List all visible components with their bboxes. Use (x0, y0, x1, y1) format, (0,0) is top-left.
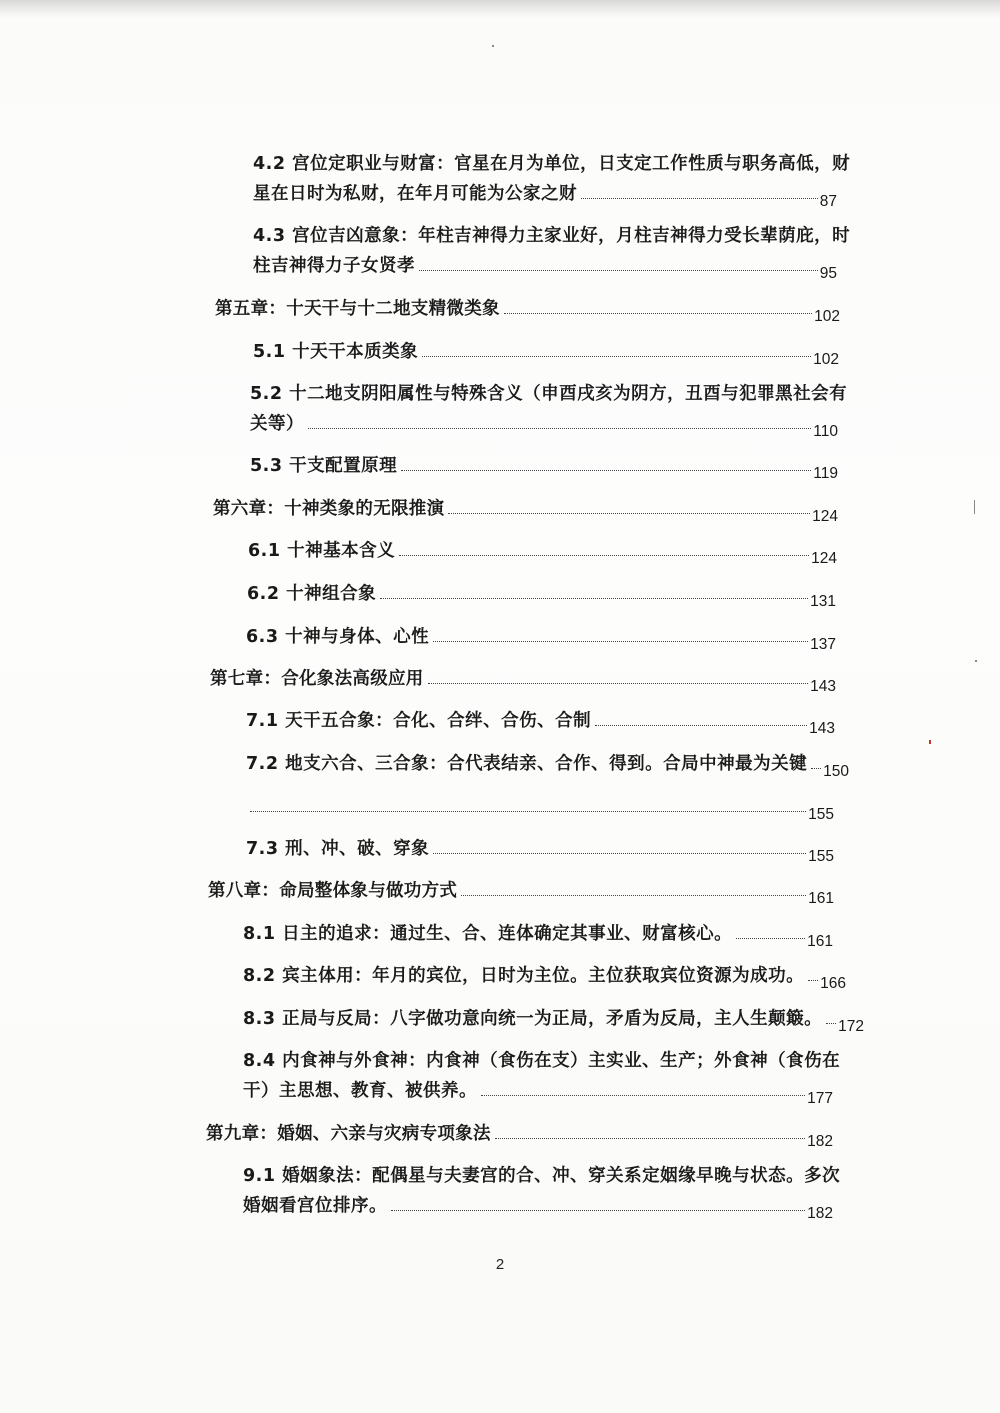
dot-leader (736, 938, 805, 939)
toc-entry-title: 8.3 正局与反局：八字做功意向统一为正局，矛盾为反局，主人生颠簸。 (243, 1008, 823, 1029)
toc-page-number: 143 (810, 677, 836, 695)
toc-page-number: 161 (808, 889, 834, 907)
dot-leader (422, 356, 811, 357)
dot-leader (495, 1138, 805, 1139)
dot-leader (481, 1095, 805, 1096)
toc-page-number: 124 (812, 507, 838, 525)
toc-section-entry[interactable] (250, 445, 838, 482)
toc-section-entry[interactable] (253, 215, 851, 282)
toc-section-entry[interactable] (250, 373, 848, 440)
toc-section-entry[interactable] (246, 828, 834, 865)
toc-chapter-entry[interactable] (210, 658, 836, 695)
toc-entry-title: 8.4 内食神与外食神：内食神（食伤在支）主实业、生产；外食神（食伤在 (243, 1050, 841, 1071)
toc-entry-line (253, 215, 851, 246)
toc-entry-title: 第九章：婚姻、六亲与灾病专项象法 (206, 1123, 491, 1144)
toc-chapter-entry[interactable] (206, 1113, 833, 1150)
toc-page-number: 87 (819, 192, 837, 210)
toc-entry-title: 第五章：十天干与十二地支精微类象 (215, 298, 500, 319)
toc-page-number: 102 (814, 307, 840, 325)
toc-entry-line (246, 700, 835, 737)
toc-page-number: 182 (807, 1132, 833, 1150)
dot-leader (250, 811, 806, 812)
toc-page-number: 150 (823, 762, 849, 780)
toc-section-entry[interactable] (243, 1155, 841, 1222)
toc-entry-title: 7.1 天干五合象：合化、合绊、合伤、合制 (246, 710, 592, 731)
dot-leader (401, 470, 811, 471)
toc-section-entry[interactable] (243, 955, 846, 992)
scan-edge (0, 0, 1000, 18)
toc-page-number: 172 (838, 1017, 864, 1035)
toc-page-number: 124 (811, 549, 837, 567)
toc-page-number: 137 (810, 635, 836, 653)
dot-leader (419, 270, 818, 271)
toc-page-number: 119 (813, 464, 838, 482)
toc-entry-line (213, 488, 838, 525)
toc-entry-line (243, 1185, 833, 1222)
toc-entry-line (243, 955, 846, 992)
toc-entry-line (250, 373, 848, 404)
dot-leader (826, 1023, 836, 1024)
toc-section-entry[interactable] (243, 913, 833, 950)
toc-entry-line (248, 530, 837, 567)
toc-entry-line (243, 1155, 841, 1186)
toc-entry-line (210, 658, 836, 695)
toc-page-number: 102 (813, 350, 839, 368)
dot-leader (595, 725, 807, 726)
toc-page-number: 155 (808, 805, 834, 823)
toc-entry-line (247, 573, 836, 610)
toc-page-number: 177 (807, 1089, 833, 1107)
toc-page-number: 161 (807, 932, 833, 950)
toc-chapter-entry[interactable] (213, 488, 838, 525)
dot-leader (581, 198, 818, 199)
toc-section-entry[interactable] (243, 998, 864, 1035)
toc-section-entry[interactable] (253, 331, 839, 368)
dot-leader (380, 598, 808, 599)
toc-page-number: 95 (819, 264, 837, 282)
toc-section-entry[interactable] (246, 786, 834, 823)
dot-leader (461, 895, 806, 896)
toc-entry-line (243, 1040, 841, 1071)
toc-entry-line (253, 245, 837, 282)
toc-entry-line (206, 1113, 833, 1150)
scan-speck (492, 45, 494, 47)
toc-page-number: 155 (808, 847, 834, 865)
toc-entry-title: 5.2 十二地支阴阳属性与特殊含义（申酉戌亥为阴方，丑酉与犯罪黑社会有 (250, 383, 848, 404)
toc-section-entry[interactable] (246, 743, 849, 780)
page-number: 2 (495, 1256, 505, 1273)
toc-entry-title: 4.3 宫位吉凶意象：年柱吉神得力主家业好，月柱吉神得力受长辈荫庇，时 (253, 225, 851, 246)
toc-entry-title: 第八章：命局整体象与做功方式 (208, 880, 458, 901)
toc-entry-line (253, 173, 837, 210)
toc-section-entry[interactable] (246, 700, 835, 737)
dot-leader (308, 428, 811, 429)
toc-section-entry[interactable] (248, 530, 837, 567)
toc-entry-line (250, 445, 838, 482)
toc-entry-line (243, 998, 864, 1035)
toc-entry-title: 第六章：十神类象的无限推演 (213, 498, 445, 519)
toc-entry-line (215, 288, 840, 325)
toc-entry-title: 干）主思想、教育、被供养。 (243, 1080, 477, 1101)
toc-entry-line (250, 403, 838, 440)
toc-entry-title: 4.2 宫位定职业与财富：官星在月为单位，日支定工作性质与职务高低，财 (253, 153, 851, 174)
dot-leader (428, 683, 809, 684)
toc-entry-title: 8.1 日主的追求：通过生、合、连体确定其事业、财富核心。 (243, 923, 733, 944)
toc-entry-line (208, 870, 834, 907)
toc-entry-line (253, 331, 839, 368)
toc-entry-title: 星在日时为私财，在年月可能为公家之财 (253, 183, 577, 204)
toc-page-number: 182 (807, 1204, 833, 1222)
toc-entry-title: 5.3 干支配置原理 (250, 455, 398, 476)
toc-entry-title: 6.1 十神基本含义 (248, 540, 396, 561)
dot-leader (811, 768, 821, 769)
scan-mark (974, 500, 975, 514)
scan-speck (975, 660, 977, 662)
toc-section-entry[interactable] (247, 573, 836, 610)
dot-leader (399, 555, 809, 556)
toc-chapter-entry[interactable] (215, 288, 840, 325)
toc-entry-title: 7.2 地支六合、三合象：合代表结亲、合作、得到。合局中神最为关键 (246, 753, 808, 774)
toc-entry-line (246, 828, 834, 865)
dot-leader (391, 1210, 805, 1211)
dot-leader (433, 853, 806, 854)
toc-entry-line (246, 743, 849, 780)
toc-entry-title: 5.1 十天干本质类象 (253, 341, 419, 362)
toc-chapter-entry[interactable] (208, 870, 834, 907)
toc-section-entry[interactable] (246, 616, 836, 653)
toc-entry-title: 9.1 婚姻象法：配偶星与夫妻宫的合、冲、穿关系定姻缘早晚与状态。多次 (243, 1165, 841, 1186)
dot-leader (504, 313, 812, 314)
toc-section-entry[interactable] (243, 1040, 841, 1107)
toc-entry-line (243, 1070, 833, 1107)
toc-entry-line (246, 616, 836, 653)
toc-entry-line (246, 786, 834, 823)
toc-entry-title: 关等） (250, 413, 304, 434)
toc-page-number: 143 (809, 719, 835, 737)
toc-entry-title: 第七章：合化象法高级应用 (210, 668, 424, 689)
toc-entry-title: 柱吉神得力子女贤孝 (253, 255, 415, 276)
dot-leader (448, 513, 810, 514)
toc-entry-title: 7.3 刑、冲、破、穿象 (246, 838, 430, 859)
toc-entry-line (243, 913, 833, 950)
toc-entry-title: 6.2 十神组合象 (247, 583, 377, 604)
dot-leader (808, 980, 818, 981)
toc-page-number: 110 (813, 422, 838, 440)
toc-entry-title: 婚姻看宫位排序。 (243, 1195, 387, 1216)
toc-entry-title: 8.2 宾主体用：年月的宾位，日时为主位。主位获取宾位资源为成功。 (243, 965, 805, 986)
toc-page-number: 131 (810, 592, 836, 610)
scan-mark (929, 740, 931, 744)
toc-entry-line (253, 143, 851, 174)
dot-leader (433, 641, 808, 642)
toc-page-number: 166 (820, 974, 846, 992)
toc-entry-title: 6.3 十神与身体、心性 (246, 626, 430, 647)
toc-section-entry[interactable] (253, 143, 851, 210)
